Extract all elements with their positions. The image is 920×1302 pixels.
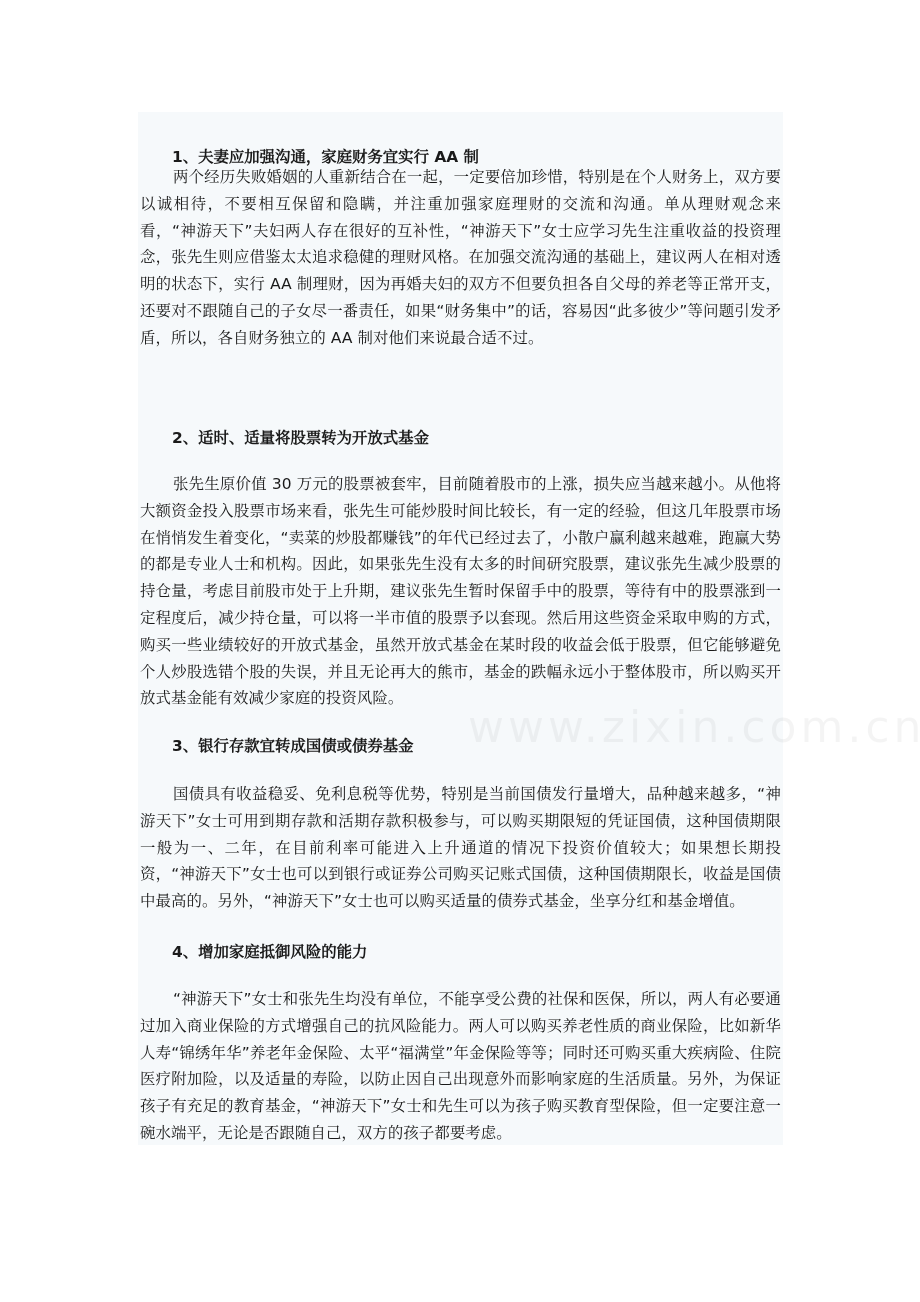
section-1-paragraph: 两个经历失败婚姻的人重新结合在一起，一定要倍加珍惜，特别是在个人财务上，双方要以诚相待，不要相互保留和隐瞒，并注重加强家庭理财的交流和沟通。单从理财观念来看，“神游天下”夫妇两人存在很好的互补性，“神游天下”女士应学习先生注重收益的投资理念，张先生则应借鉴太太追求稳健的理财风格。在加强交流沟通的基础上，建议两人在相对透明的状态下，实行 AA 制理财，因为再婚夫妇的双方不但要负担各自父母的养老等正常开支，还要对不跟随自己的子女尽一番责任，如果“财务集中”的话，容易因“此多彼少”等问题引发矛盾，所以，各自财务独立的 AA 制对他们来说最合适不过。	[140, 168, 781, 347]
document-page	[138, 112, 783, 1145]
section-3-heading: 3、银行存款宜转成国债或债券基金	[172, 737, 414, 755]
section-1-heading: 1、夫妻应加强沟通，家庭财务宜实行 AA 制	[172, 148, 479, 166]
section-2-heading: 2、适时、适量将股票转为开放式基金	[172, 429, 429, 447]
section-2-paragraph: 张先生原价值 30 万元的股票被套牢，目前随着股市的上涨，损失应当越来越小。从他将大额资金投入股票市场来看，张先生可能炒股时间比较长，有一定的经验，但这几年股票市场在悄悄发生着变化，“卖菜的炒股都赚钱”的年代已经过去了，小散户赢利越来越难，跑赢大势的都是专业人士和机构。因此，如果张先生没有太多的时间研究股票，建议张先生减少股票的持仓量，考虑目前股市处于上升期，建议张先生暂时保留手中的股票，等待有中的股票涨到一定程度后，减少持仓量，可以将一半市值的股票予以套现。然后用这些资金采取申购的方式，购买一些业绩较好的开放式基金，虽然开放式基金在某时段的收益会低于股票，但它能够避免个人炒股选错个股的失误，并且无论再大的熊市，基金的跌幅永远小于整体股市，所以购买开放式基金能有效减少家庭的投资风险。	[140, 475, 781, 708]
section-4-heading: 4、增加家庭抵御风险的能力	[172, 943, 368, 961]
section-4-paragraph: “神游天下”女士和张先生均没有单位，不能享受公费的社保和医保，所以，两人有必要通过加入商业保险的方式增强自己的抗风险能力。两人可以购买养老性质的商业保险，比如新华人寿“锦绣年华”养老年金保险、太平“福满堂”年金保险等等；同时还可购买重大疾病险、住院医疗附加险，以及适量的寿险，以防止因自己出现意外而影响家庭的生活质量。另外，为保证孩子有充足的教育基金，“神游天下”女士和先生可以为孩子购买教育型保险，但一定要注意一碗水端平，无论是否跟随自己，双方的孩子都要考虑。	[140, 990, 781, 1142]
section-3-paragraph: 国债具有收益稳妥、免利息税等优势，特别是当前国债发行量增大，品种越来越多，“神游天下”女士可用到期存款和活期存款积极参与，可以购买期限短的凭证国债，这种国债期限一般为一、二年，在目前利率可能进入上升通道的情况下投资价值较大；如果想长期投资，“神游天下”女士也可以到银行或证券公司购买记账式国债，这种国债期限长，收益是国债中最高的。另外，“神游天下”女士也可以购买适量的债券式基金，坐享分红和基金增值。	[140, 785, 781, 911]
